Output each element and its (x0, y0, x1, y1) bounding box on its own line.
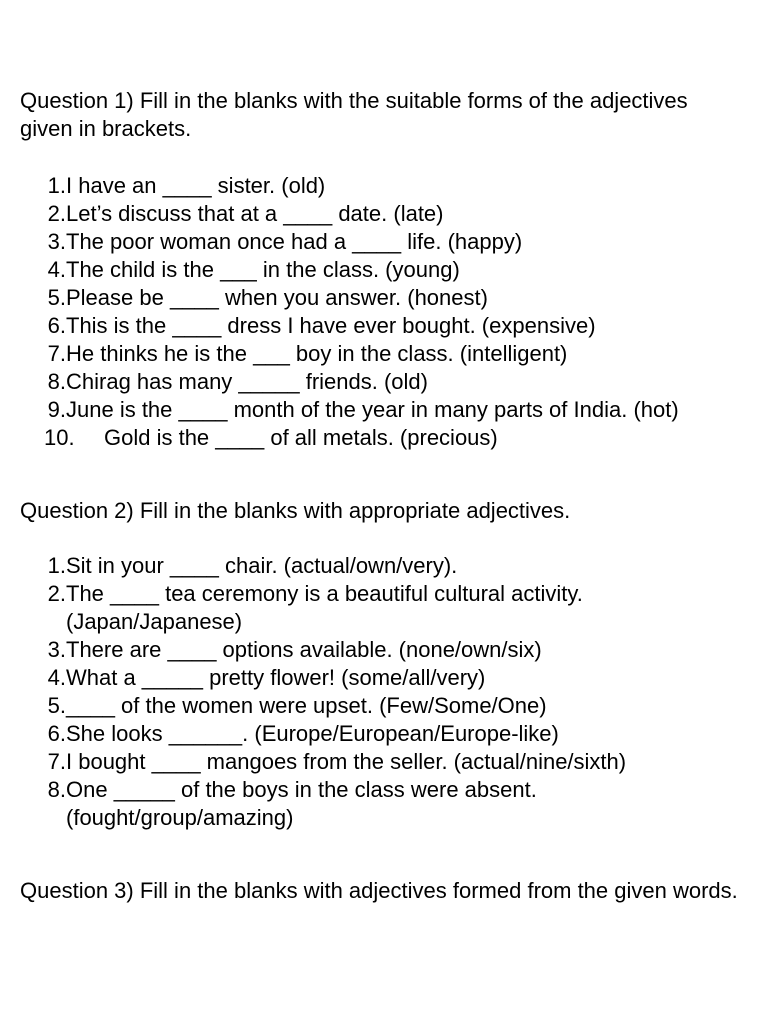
item-number: 9. (47, 397, 66, 422)
item-text: One _____ of the boys in the class were absent. (fought/group/amazing) (66, 777, 537, 830)
item-number: 3. (47, 637, 66, 662)
item-text: This is the ____ dress I have ever bought. (expensive) (66, 313, 596, 338)
item-text: The child is the ___ in the class. (young) (66, 257, 460, 282)
question-1-prompt: Question 1) Fill in the blanks with the suitable forms of the adjectives given in brackets. (20, 88, 688, 141)
item-number: 8. (47, 369, 66, 394)
question-1-list (0, 172, 740, 452)
list-item (0, 368, 740, 396)
item-text: What a _____ pretty flower! (some/all/very) (66, 665, 486, 690)
item-number: 7. (47, 749, 66, 774)
item-text: June is the ____ month of the year in many parts of India. (hot) (66, 397, 679, 422)
item-text: Gold is the ____ of all metals. (precious) (104, 425, 498, 450)
item-number: 6. (47, 313, 66, 338)
list-item (0, 664, 740, 692)
list-item (0, 312, 740, 340)
item-number: 1. (47, 173, 66, 198)
question-2-prompt: Question 2) Fill in the blanks with appropriate adjectives. (20, 498, 571, 523)
item-text: ____ of the women were upset. (Few/Some/One) (66, 693, 547, 718)
item-text: He thinks he is the ___ boy in the class. (intelligent) (66, 341, 568, 366)
list-item (0, 776, 740, 832)
list-item (0, 396, 740, 424)
item-number: 5. (47, 693, 66, 718)
item-number: 6. (47, 721, 66, 746)
item-number: 3. (47, 229, 66, 254)
item-number: 4. (47, 665, 66, 690)
item-number: 1. (47, 553, 66, 578)
list-item (0, 228, 740, 256)
list-item (0, 692, 740, 720)
list-item (0, 200, 740, 228)
item-number: 10. (44, 425, 75, 450)
list-item (0, 284, 740, 312)
item-text: Please be ____ when you answer. (honest) (66, 285, 488, 310)
question-2-list (0, 552, 740, 832)
item-number: 5. (47, 285, 66, 310)
item-number: 2. (47, 201, 66, 226)
item-text: Chirag has many _____ friends. (old) (66, 369, 428, 394)
item-text: The poor woman once had a ____ life. (happy) (66, 229, 523, 254)
item-text: The ____ tea ceremony is a beautiful cultural activity. (Japan/Japanese) (66, 581, 583, 634)
item-text: Let’s discuss that at a ____ date. (late) (66, 201, 444, 226)
list-item (0, 340, 740, 368)
list-item (0, 424, 740, 452)
list-item (0, 636, 740, 664)
list-item (0, 720, 740, 748)
list-item (0, 580, 740, 636)
item-number: 8. (47, 777, 66, 802)
list-item (0, 172, 740, 200)
item-text: Sit in your ____ chair. (actual/own/very). (66, 553, 458, 578)
item-number: 4. (47, 257, 66, 282)
item-text: She looks ______. (Europe/European/Europe-like) (66, 721, 559, 746)
item-text: I have an ____ sister. (old) (66, 173, 326, 198)
item-number: 2. (47, 581, 66, 606)
list-item (0, 256, 740, 284)
item-number: 7. (47, 341, 66, 366)
item-text: I bought ____ mangoes from the seller. (actual/nine/sixth) (66, 749, 627, 774)
list-item (0, 552, 740, 580)
question-3-prompt: Question 3) Fill in the blanks with adjectives formed from the given words. (20, 878, 738, 903)
item-text: There are ____ options available. (none/own/six) (66, 637, 542, 662)
list-item (0, 748, 740, 776)
